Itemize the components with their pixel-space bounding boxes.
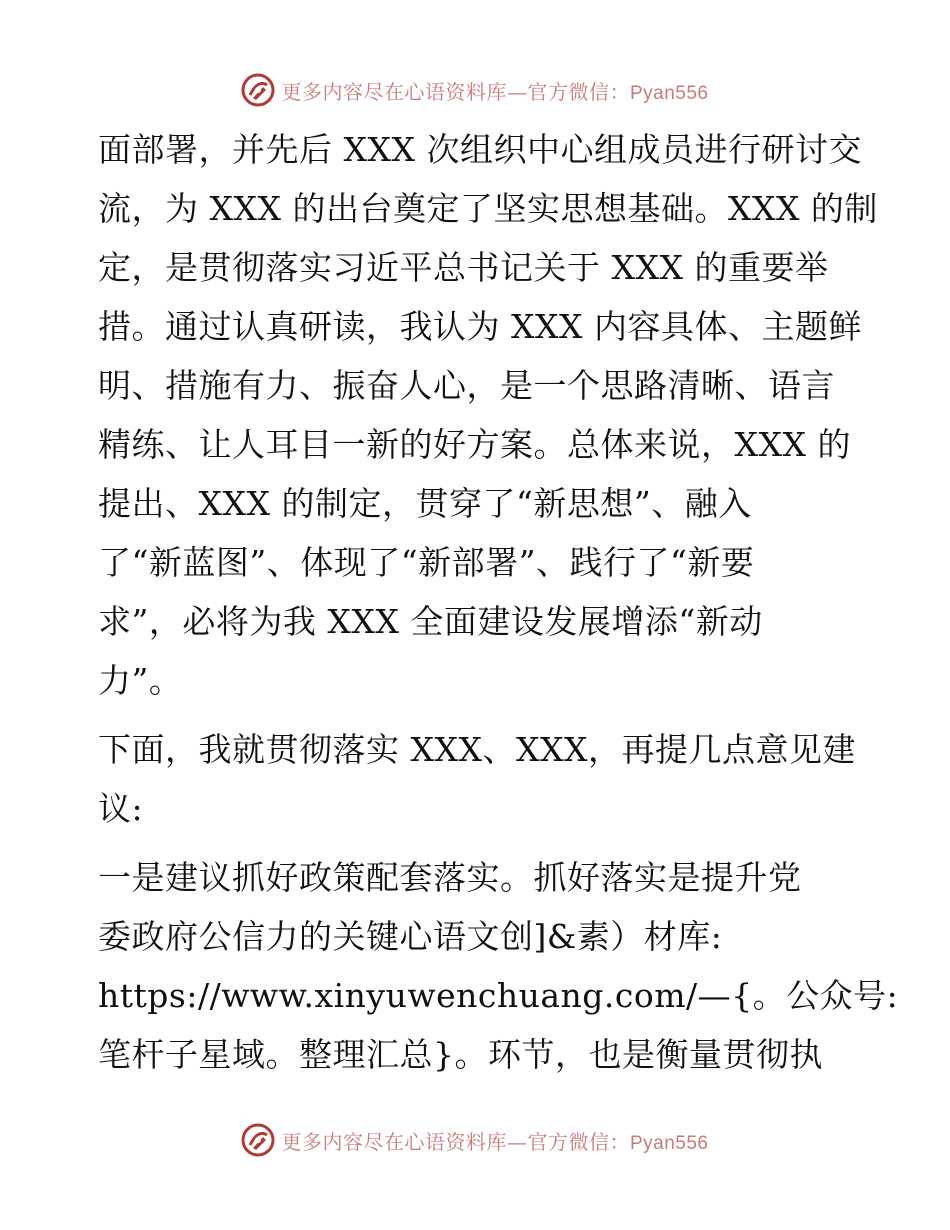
header-banner-wechat: 官方微信： [527, 79, 630, 104]
paragraph-gap [98, 710, 858, 720]
logo-icon [241, 73, 275, 107]
paragraph-1 [98, 120, 878, 710]
text-line: 提出、XXX 的制定，贯穿了“新思想”、融入 [98, 484, 752, 523]
footer-banner-id: Pyan556 [629, 1132, 709, 1154]
text-line: 措。通过认真研读，我认为 XXX 内容具体、主题鲜 [98, 307, 862, 346]
header-banner-text [281, 76, 708, 105]
paragraph-2 [98, 720, 858, 838]
paragraph-gap [98, 838, 858, 848]
header-banner-id: Pyan556 [629, 82, 709, 104]
document-body [98, 120, 899, 1084]
text-line: 委政府公信力的关键心语文创]&素）材库: [98, 917, 723, 956]
text-line: 定，是贯彻落实习近平总书记关于 XXX 的重要举 [98, 248, 829, 287]
footer-banner-cn: 更多内容尽在心语资料库 [281, 1129, 507, 1154]
text-line: 流，为 XXX 的出台奠定了坚实思想基础。XXX 的制 [98, 189, 878, 228]
header-banner [0, 70, 950, 110]
text-line: 明、措施有力、振奋人心，是一个思路清晰、语言 [98, 366, 835, 405]
text-line: https://www.xinyuwenchuang.com/—{。公众号: [98, 976, 899, 1015]
logo-icon [241, 1123, 275, 1157]
text-line: 精练、让人耳目一新的好方案。总体来说，XXX 的 [98, 425, 851, 464]
paragraph-3 [98, 848, 899, 1084]
text-line: 下面，我就贯彻落实 XXX、XXX，再提几点意见建 [98, 730, 856, 769]
footer-banner-wechat: 官方微信： [527, 1129, 630, 1154]
text-line: 一是建议抓好政策配套落实。抓好落实是提升党 [98, 858, 802, 897]
header-banner-dash: — [506, 79, 528, 104]
text-line: 笔杆子星域。整理汇总}。环节，也是衡量贯彻执 [98, 1035, 823, 1074]
header-banner-cn: 更多内容尽在心语资料库 [281, 79, 507, 104]
text-line: 求”，必将为我 XXX 全面建设发展增添“新动 [98, 602, 763, 641]
footer-banner-text [281, 1126, 708, 1155]
text-line: 面部署，并先后 XXX 次组织中心组成员进行研讨交 [98, 130, 862, 169]
footer-banner-dash: — [506, 1129, 528, 1154]
text-line: 力”。 [98, 661, 183, 700]
text-line: 议: [98, 789, 144, 828]
footer-banner [0, 1120, 950, 1160]
text-line: 了“新蓝图”、体现了“新部署”、践行了“新要 [98, 543, 755, 582]
